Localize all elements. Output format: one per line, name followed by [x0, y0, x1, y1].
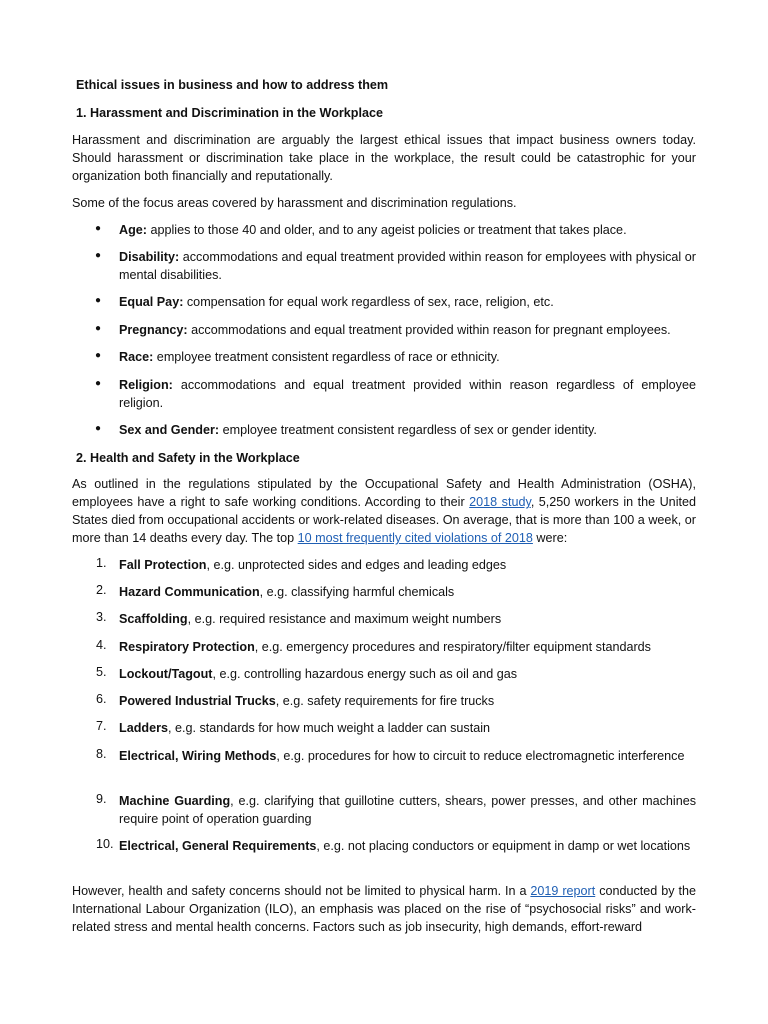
list-number: 1. — [96, 556, 107, 570]
paragraph-text: were: — [532, 531, 568, 545]
item-term: Lockout/Tagout — [119, 667, 213, 681]
document-title: Ethical issues in business and how to address them — [76, 78, 389, 92]
bullet-text: employee treatment consistent regardless of race or ethnicity. — [153, 350, 500, 364]
ilo-report-link[interactable]: 2019 report — [530, 884, 596, 898]
paragraph-text: , 5,250 workers in the United States died from occupational accidents or work-related diseases. On average, that is more than 100 a week, or more than 14 deaths every day. The top — [72, 495, 696, 545]
bullet-term: Religion: — [119, 378, 173, 392]
list-item — [119, 321, 696, 339]
bullet-text: employee treatment consistent regardless of sex or gender identity. — [219, 423, 597, 437]
list-number: 5. — [96, 665, 107, 679]
item-term: Hazard Communication — [119, 585, 260, 599]
bullet-term: Race: — [119, 350, 154, 364]
item-term: Electrical, Wiring Methods — [119, 749, 277, 763]
list-item — [119, 348, 696, 366]
list-item — [119, 293, 696, 311]
violations-link[interactable]: 10 most frequently cited violations of 2018 — [297, 531, 533, 545]
bullet-marker: ● — [95, 250, 102, 261]
bullet-marker: ● — [95, 423, 102, 434]
osha-study-link[interactable]: 2018 study — [469, 495, 531, 509]
item-text: , e.g. required resistance and maximum weight numbers — [187, 612, 502, 626]
bullet-term: Age: — [119, 223, 147, 237]
bullet-term: Equal Pay: — [119, 295, 184, 309]
item-text: , e.g. standards for how much weight a ladder can sustain — [168, 721, 491, 735]
bullet-text: applies to those 40 and older, and to any ageist policies or treatment that takes place. — [147, 223, 627, 237]
list-number: 7. — [96, 719, 107, 733]
list-item — [119, 610, 696, 628]
item-term: Fall Protection — [119, 558, 207, 572]
bullet-text: accommodations and equal treatment provided within reason regardless of employee religion. — [119, 378, 696, 410]
list-number: 10. — [96, 837, 114, 851]
list-item — [119, 638, 696, 656]
list-number: 4. — [96, 638, 107, 652]
list-item — [119, 719, 696, 737]
list-item — [119, 248, 696, 284]
bullet-text: compensation for equal work regardless of sex, race, religion, etc. — [183, 295, 554, 309]
item-text: , e.g. classifying harmful chemicals — [259, 585, 455, 599]
list-item — [119, 665, 696, 683]
item-text: , e.g. safety requirements for fire trucks — [275, 694, 495, 708]
bullet-term: Sex and Gender: — [119, 423, 220, 437]
closing-paragraph — [72, 882, 696, 936]
item-term: Ladders — [119, 721, 168, 735]
list-item — [119, 837, 696, 855]
bullet-text: accommodations and equal treatment provided within reason for employees with physical or mental disabilities. — [119, 250, 696, 282]
section2-heading: 2. Health and Safety in the Workplace — [76, 451, 300, 465]
list-number: 8. — [96, 747, 107, 761]
list-item — [119, 792, 696, 828]
list-item — [119, 376, 696, 412]
section2-paragraph — [72, 475, 696, 547]
list-item — [119, 556, 696, 574]
bullet-marker: ● — [95, 323, 102, 334]
item-text: , e.g. emergency procedures and respiratory/filter equipment standards — [254, 640, 651, 654]
item-text: , e.g. procedures for how to circuit to reduce electromagnetic interference — [276, 749, 685, 763]
bullet-term: Pregnancy: — [119, 323, 188, 337]
bullet-marker: ● — [95, 378, 102, 389]
paragraph-text: However, health and safety concerns should not be limited to physical harm. In a — [72, 884, 531, 898]
list-number: 6. — [96, 692, 107, 706]
item-term: Electrical, General Requirements — [119, 839, 317, 853]
paragraph-text: As outlined in the regulations stipulated by the Occupational Safety and Health Administration (OSHA), employees have a right to safe working conditions. According to their — [72, 477, 696, 509]
bullet-marker: ● — [95, 295, 102, 306]
bullet-marker: ● — [95, 350, 102, 361]
section1-paragraph: Harassment and discrimination are arguably the largest ethical issues that impact business owners today. Should harassment or discrimination take place in the workplace, the result could be catastrophic for your organization both financially and reputationally. — [72, 133, 696, 183]
list-number: 3. — [96, 610, 107, 624]
bullet-text: accommodations and equal treatment provided within reason for pregnant employees. — [187, 323, 671, 337]
list-number: 9. — [96, 792, 107, 806]
section1-heading: 1. Harassment and Discrimination in the Workplace — [76, 106, 384, 120]
list-item — [119, 221, 696, 239]
item-text: , e.g. not placing conductors or equipment in damp or wet locations — [316, 839, 691, 853]
item-text: , e.g. controlling hazardous energy such as oil and gas — [212, 667, 518, 681]
paragraph-text: conducted by the International Labour Organization (ILO), an emphasis was placed on the rise of “psychosocial risks” and work-related stress and mental health concerns. Factors such as job insecurity, high demands, effort-reward — [72, 884, 696, 934]
item-text: , e.g. unprotected sides and edges and leading edges — [206, 558, 507, 572]
item-term: Scaffolding — [119, 612, 188, 626]
item-term: Powered Industrial Trucks — [119, 694, 276, 708]
item-term: Respiratory Protection — [119, 640, 255, 654]
item-term: Machine Guarding — [119, 794, 231, 808]
item-text: , e.g. clarifying that guillotine cutters, shears, power presses, and other machines require point of operation guarding — [119, 794, 697, 826]
list-item — [119, 583, 696, 601]
list-item — [119, 692, 696, 710]
list-number: 2. — [96, 583, 107, 597]
bullet-marker: ● — [95, 223, 102, 234]
list-item — [119, 747, 696, 765]
list-item — [119, 421, 696, 439]
section1-intro: Some of the focus areas covered by harassment and discrimination regulations. — [72, 196, 517, 210]
bullet-term: Disability: — [119, 250, 180, 264]
